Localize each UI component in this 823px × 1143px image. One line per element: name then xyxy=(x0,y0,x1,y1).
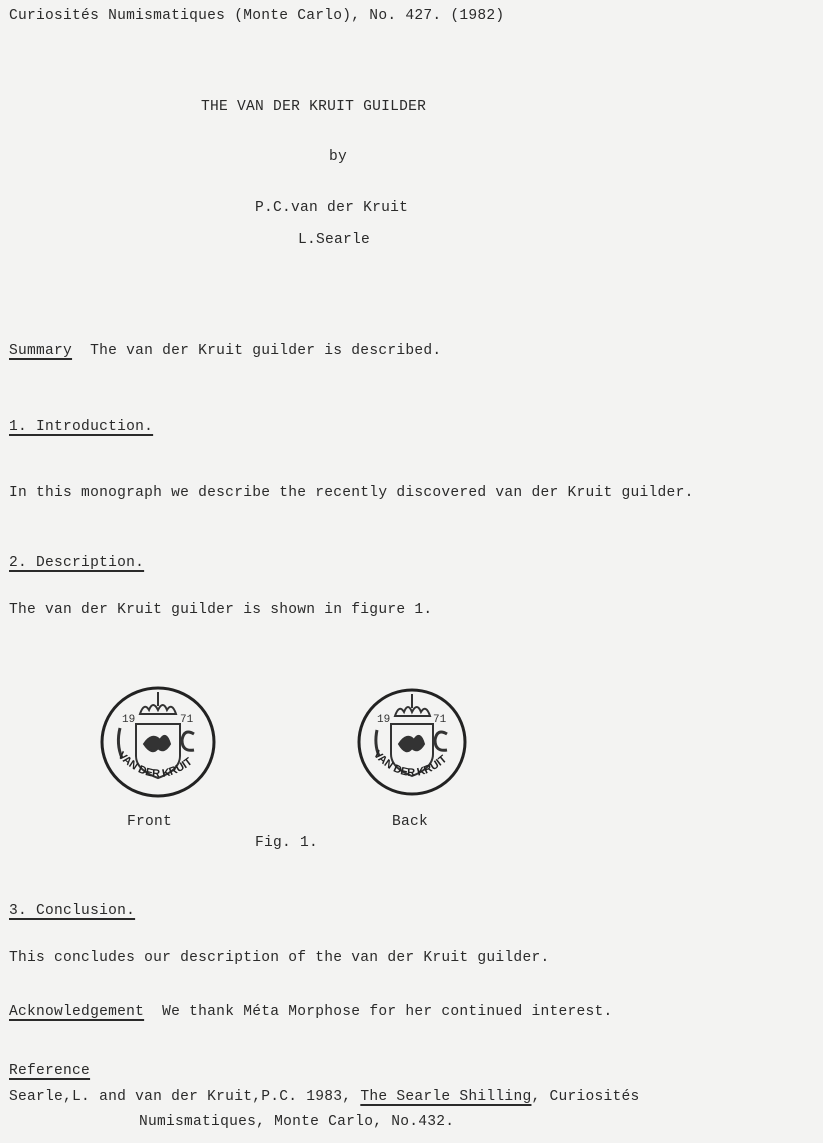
paper-title: THE VAN DER KRUIT GUILDER xyxy=(201,99,427,115)
acknowledgement xyxy=(9,1005,613,1020)
reference-authors: Searle,L. and van der Kruit,P.C. 1983, xyxy=(9,1089,361,1105)
coin-front-legend: VAN DER KRUIT xyxy=(115,749,195,781)
summary xyxy=(9,344,441,359)
figure-caption: Fig. 1. xyxy=(255,835,319,851)
reference-title: The Searle Shilling xyxy=(360,1089,532,1105)
coin-back-legend: VAN DER KRUIT xyxy=(370,748,450,780)
coin-back-year-left: 19 xyxy=(377,714,391,726)
author-1: P.C.van der Kruit xyxy=(255,200,409,216)
svg-text:VAN DER KRUIT xyxy=(115,750,194,780)
coin-front-year-right: 71 xyxy=(180,714,194,726)
coin-front-year-left: 19 xyxy=(122,714,136,726)
byline: by xyxy=(329,149,348,165)
reference-journal: , Curiosités xyxy=(531,1089,640,1105)
coin-front-image xyxy=(98,684,218,800)
reference-line-2: Numismatiques, Monte Carlo, No.432. xyxy=(139,1114,455,1130)
acknowledgement-label: Acknowledgement xyxy=(9,1004,145,1020)
summary-label: Summary xyxy=(9,343,73,359)
figure-label-front: Front xyxy=(127,814,173,830)
coin-back-image xyxy=(355,686,469,798)
journal-citation: Curiosités Numismatiques (Monte Carlo), No. 427. (1982) xyxy=(9,8,505,24)
reference-line-1 xyxy=(9,1090,640,1105)
section-2-heading: 2. Description. xyxy=(9,555,145,571)
section-2-body: The van der Kruit guilder is shown in figure 1. xyxy=(9,602,433,618)
section-3-body: This concludes our description of the van der Kruit guilder. xyxy=(9,950,550,966)
section-1-heading: 1. Introduction. xyxy=(9,419,154,435)
reference-heading: Reference xyxy=(9,1063,91,1079)
author-2: L.Searle xyxy=(298,232,371,248)
coin-back-year-right: 71 xyxy=(433,714,447,726)
svg-text:VAN DER KRUIT xyxy=(371,748,450,779)
summary-text: The van der Kruit guilder is described. xyxy=(90,343,442,359)
section-3-heading: 3. Conclusion. xyxy=(9,903,136,919)
section-1-body: In this monograph we describe the recently discovered van der Kruit guilder. xyxy=(9,485,694,501)
acknowledgement-text: We thank Méta Morphose for her continued interest. xyxy=(162,1004,613,1020)
figure-label-back: Back xyxy=(392,814,429,830)
